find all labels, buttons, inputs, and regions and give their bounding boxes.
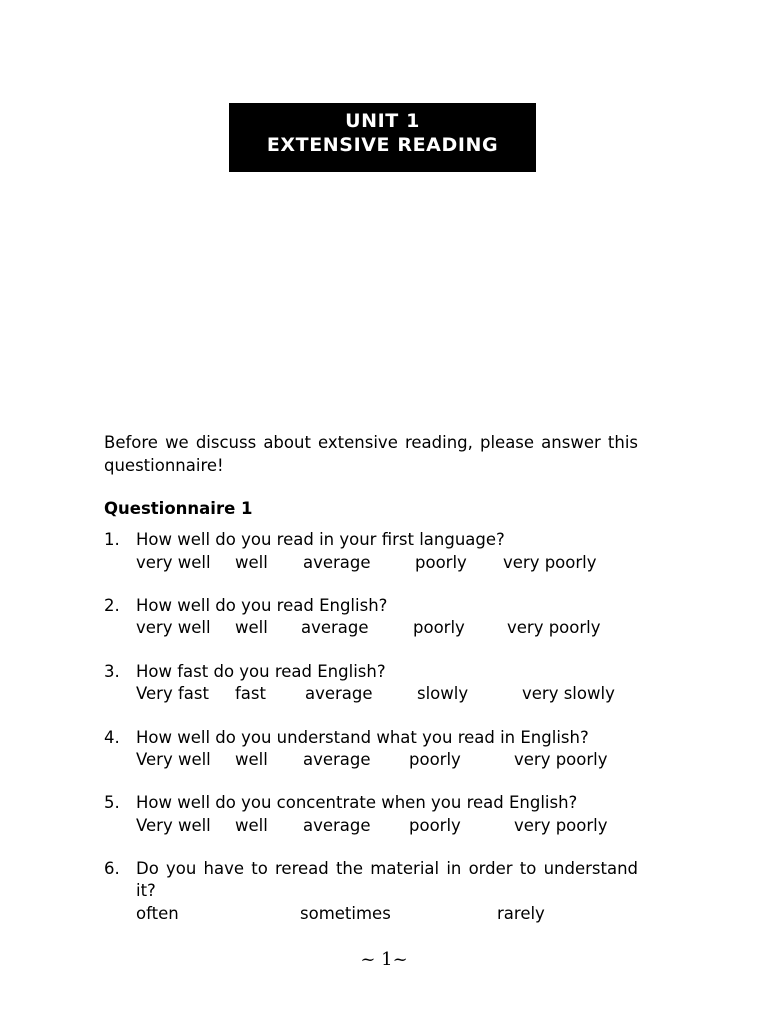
unit-number-title: UNIT 1	[345, 110, 420, 132]
answer-option[interactable]: well	[235, 750, 268, 769]
answer-option[interactable]: Very fast	[136, 684, 209, 703]
intro-paragraph: Before we discuss about extensive reading, please answer this questionnaire!	[104, 433, 638, 475]
answer-option[interactable]: very slowly	[522, 684, 615, 703]
question-text: How well do you read English?	[136, 596, 388, 615]
answer-option[interactable]: fast	[235, 684, 266, 703]
answer-option[interactable]: Very well	[136, 816, 211, 835]
question-text: How well do you understand what you read in English?	[136, 728, 589, 747]
answer-option[interactable]: slowly	[417, 684, 469, 703]
answer-option[interactable]: very poorly	[514, 816, 608, 835]
answer-options	[136, 903, 638, 925]
answer-option[interactable]: often	[136, 904, 179, 923]
answer-option[interactable]: poorly	[409, 816, 461, 835]
unit-title-box	[229, 103, 536, 172]
answer-option[interactable]: poorly	[409, 750, 461, 769]
answer-option[interactable]: Very well	[136, 750, 211, 769]
answer-option[interactable]: well	[235, 618, 268, 637]
answer-option[interactable]: well	[235, 553, 268, 572]
answer-option[interactable]: rarely	[497, 904, 545, 923]
answer-option[interactable]: average	[303, 750, 371, 769]
question-number: 1.	[104, 530, 120, 549]
question-text: How fast do you read English?	[136, 662, 386, 681]
answer-option[interactable]: very well	[136, 618, 211, 637]
answer-options	[136, 552, 638, 574]
answer-option[interactable]: very poorly	[514, 750, 608, 769]
answer-option[interactable]: average	[305, 684, 373, 703]
answer-option[interactable]: well	[235, 816, 268, 835]
answer-option[interactable]: average	[301, 618, 369, 637]
answer-options	[136, 815, 638, 837]
question-number: 3.	[104, 662, 120, 681]
question-number: 2.	[104, 596, 120, 615]
answer-option[interactable]: sometimes	[300, 904, 391, 923]
answer-option[interactable]: average	[303, 816, 371, 835]
answer-option[interactable]: poorly	[413, 618, 465, 637]
unit-name-title: EXTENSIVE READING	[266, 134, 499, 156]
question-number: 5.	[104, 793, 120, 812]
answer-option[interactable]: very well	[136, 553, 211, 572]
question-text: Do you have to reread the material in order to understand it?	[136, 859, 638, 900]
question-number: 4.	[104, 728, 120, 747]
question-text: How well do you concentrate when you read English?	[136, 793, 578, 812]
answer-option[interactable]: poorly	[415, 553, 467, 572]
answer-options	[136, 683, 638, 705]
answer-option[interactable]: average	[303, 553, 371, 572]
answer-options	[136, 617, 638, 639]
page-number: ~ 1~	[360, 949, 408, 970]
answer-option[interactable]: very poorly	[503, 553, 597, 572]
answer-option[interactable]: very poorly	[507, 618, 601, 637]
question-number: 6.	[104, 859, 120, 878]
question-text: How well do you read in your first language?	[136, 530, 505, 549]
questionnaire-heading: Questionnaire 1	[104, 499, 253, 518]
answer-options	[136, 749, 638, 771]
